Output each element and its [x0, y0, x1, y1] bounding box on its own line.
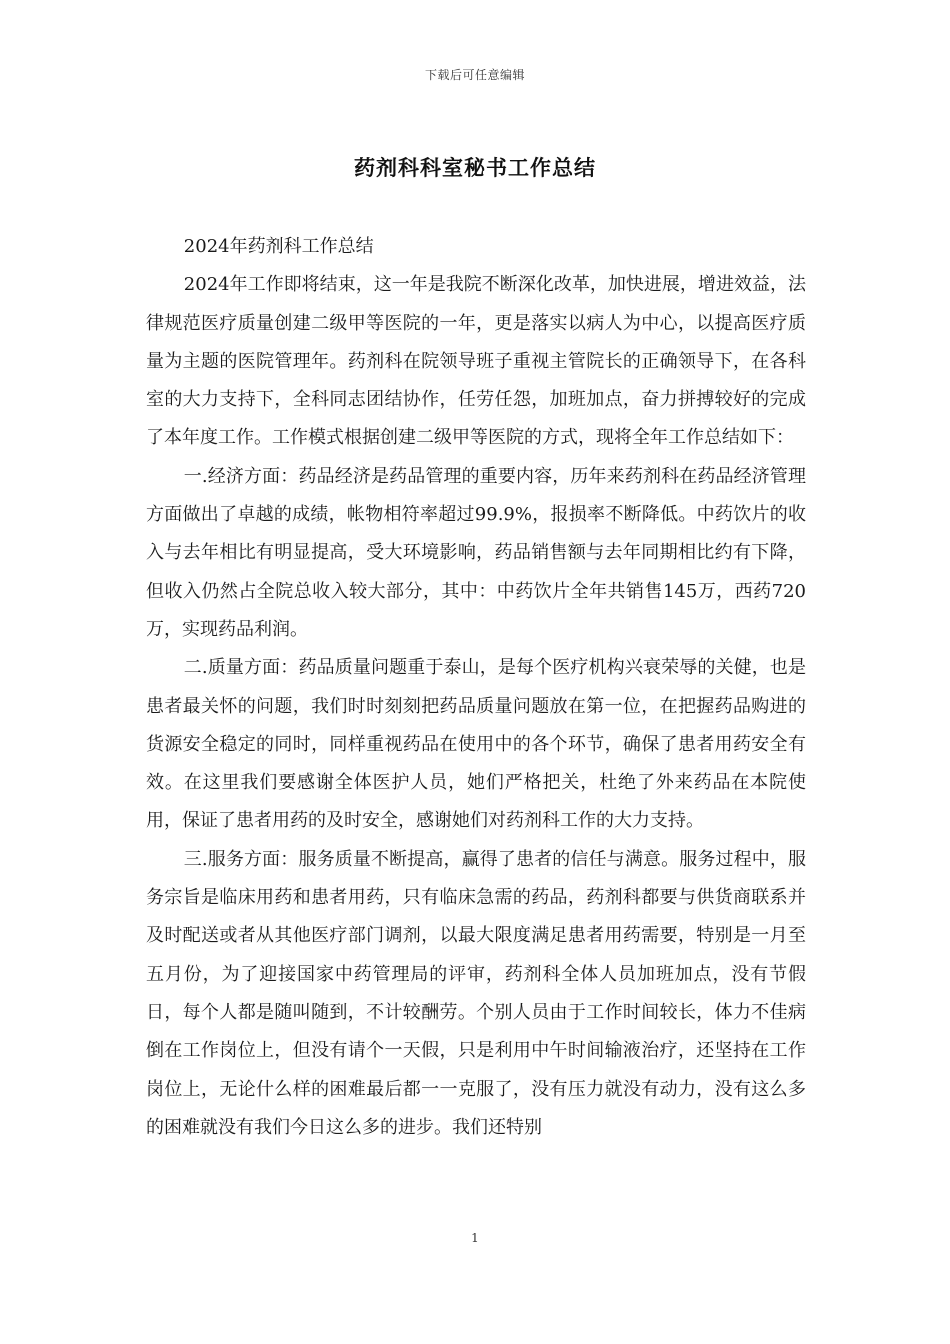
- paragraph-service: 三.服务方面：服务质量不断提高，赢得了患者的信任与满意。服务过程中，服务宗旨是临床用药和患者用药，只有临床急需的药品，药剂科都要与供货商联系并及时配送或者从其他医疗部门调剂，以最大限度满足患者用药需要，特别是一月至五月份，为了迎接国家中药管理局的评审，药剂科全体人员加班加点，没有节假日，每个人都是随叫随到，不计较酬劳。个别人员由于工作时间较长，体力不佳病倒在工作岗位上，但没有请个一天假，只是利用中午时间输液治疗，还坚持在工作岗位上，无论什么样的困难最后都一一克服了，没有压力就没有动力，没有这么多的困难就没有我们今日这么多的进步。我们还特别: [146, 848, 806, 1138]
- document-subtitle: 2024年药剂科工作总结: [183, 236, 374, 257]
- document-body: [146, 228, 806, 1147]
- document-title: 药剂科科室秘书工作总结: [354, 156, 596, 180]
- header-note: 下载后可任意编辑: [424, 68, 525, 82]
- paragraph-quality: 二.质量方面：药品质量问题重于泰山，是每个医疗机构兴衰荣辱的关健，也是患者最关怀的问题，我们时时刻刻把药品质量问题放在第一位，在把握药品购进的货源安全稳定的同时，同样重视药品在使用中的各个环节，确保了患者用药安全有效。在这里我们要感谢全体医护人员，她们严格把关，杜绝了外来药品在本院使用，保证了患者用药的及时安全，感谢她们对药剂科工作的大力支持。: [146, 657, 806, 832]
- paragraph-economy: 一.经济方面：药品经济是药品管理的重要内容，历年来药剂科在药品经济管理方面做出了卓越的成绩，帐物相符率超过99.9%，报损率不断降低。中药饮片的收入与去年相比有明显提高，受大环境影响，药品销售额与去年同期相比约有下降，但收入仍然占全院总收入较大部分，其中：中药饮片全年共销售145万，西药720万，实现药品利润。: [146, 465, 806, 640]
- paragraph-intro: 2024年工作即将结束，这一年是我院不断深化改革，加快进展，增进效益，法律规范医疗质量创建二级甲等医院的一年，更是落实以病人为中心，以提高医疗质量为主题的医院管理年。药剂科在院领导班子重视主管院长的正确领导下，在各科室的大力支持下，全科同志团结协作，任劳任怨，加班加点，奋力拼搏较好的完成了本年度工作。工作模式根据创建二级甲等医院的方式，现将全年工作总结如下：: [146, 274, 806, 449]
- page-number: 1: [471, 1231, 479, 1245]
